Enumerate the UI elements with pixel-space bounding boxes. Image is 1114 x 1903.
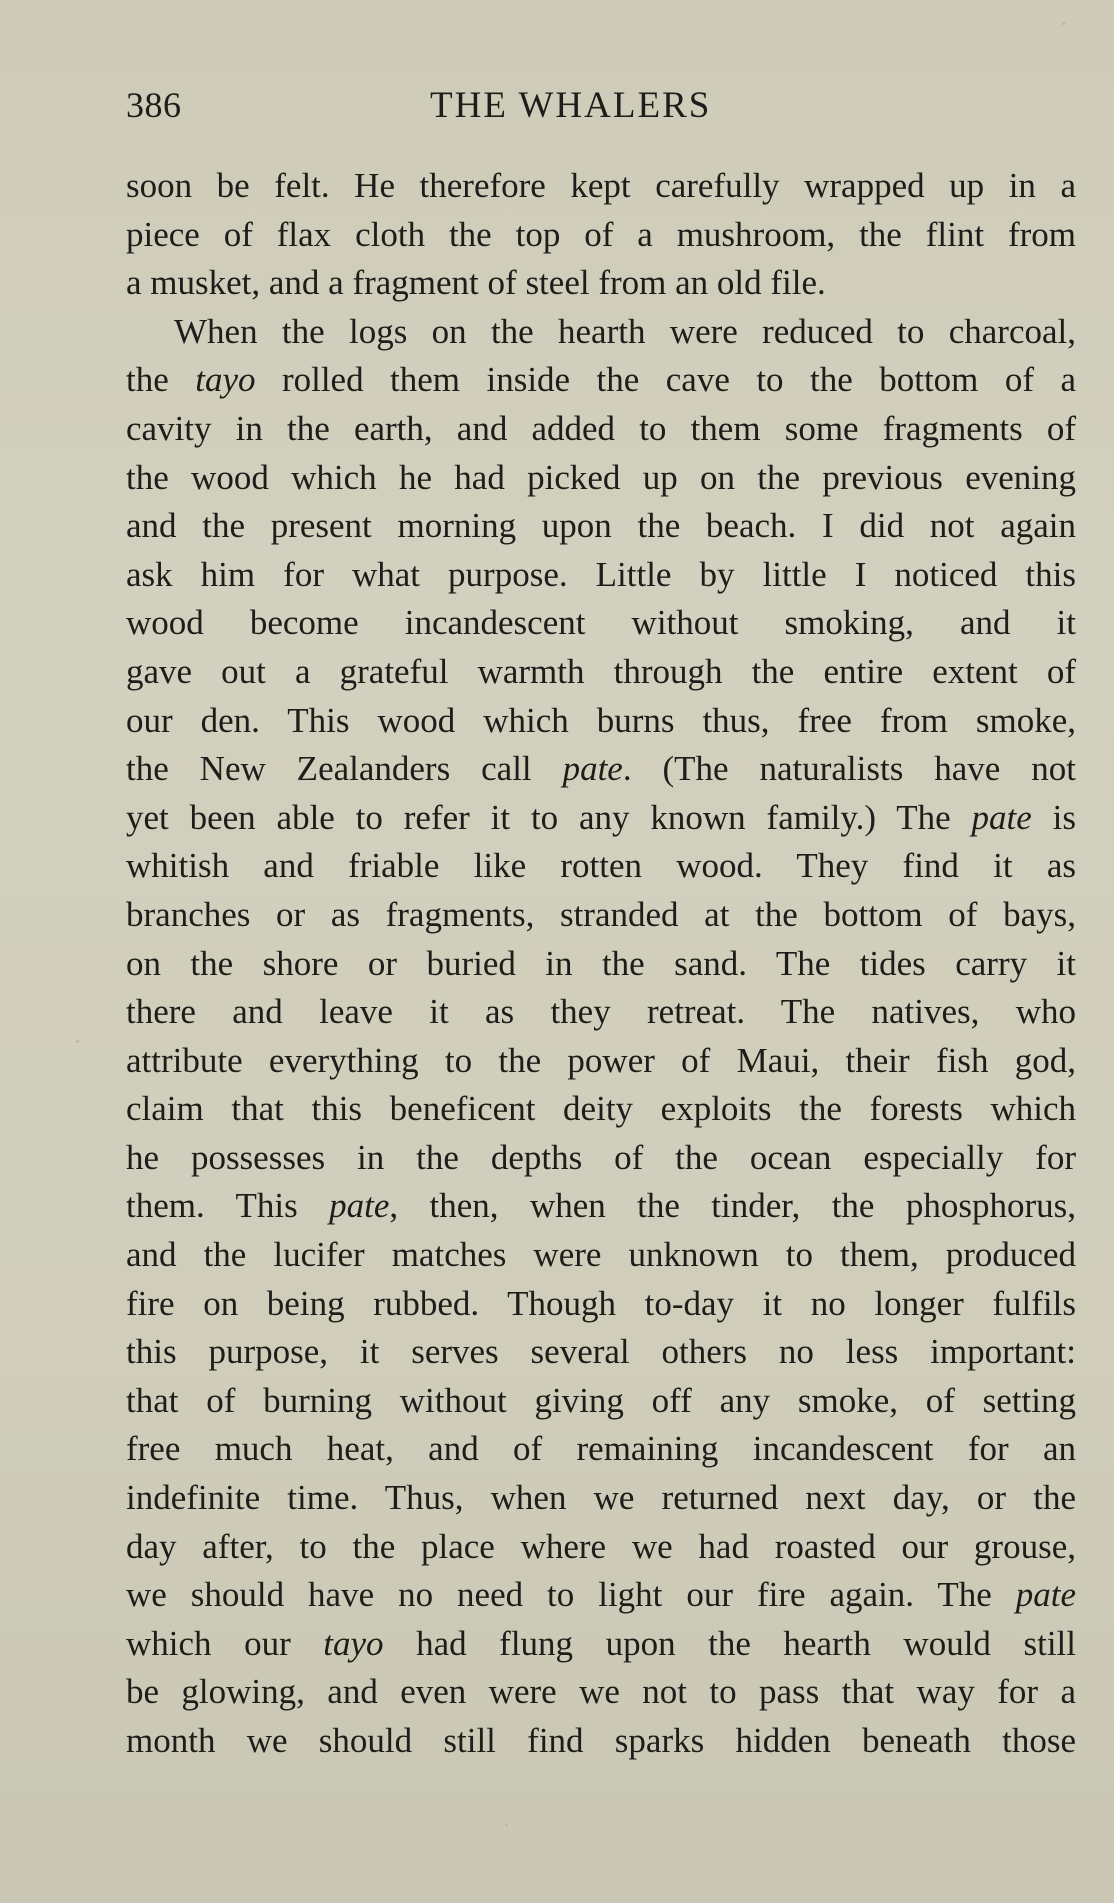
text-line [126, 891, 1076, 940]
italic-word: pate [971, 797, 1032, 837]
text-run: claim that this beneficent deity exploits the forests which [126, 1089, 1076, 1129]
text-run: had flung upon the hearth would still [383, 1623, 1076, 1663]
text-run: be glowing, and even were we not to pass that way for a [126, 1672, 1076, 1712]
text-run: fire on being rubbed. Though to-day it no longer fulfils [126, 1283, 1076, 1323]
text-run: yet been able to refer it to any known family.) The [126, 797, 972, 837]
text-run: a musket, and a fragment of steel from an old file. [126, 263, 826, 303]
text-line [126, 1474, 1076, 1523]
text-run: on the shore or buried in the sand. The tides carry it [126, 943, 1076, 983]
text-line [126, 211, 1076, 260]
text-line [126, 1280, 1076, 1329]
text-line [126, 405, 1076, 454]
text-line [126, 842, 1076, 891]
text-line [126, 551, 1076, 600]
text-line [126, 648, 1076, 697]
text-run: the New Zealanders call [126, 749, 563, 789]
text-run: we should have no need to light our fire again. The [126, 1575, 1016, 1615]
text-line [126, 1571, 1076, 1620]
text-run: ask him for what purpose. Little by little I noticed this [126, 554, 1076, 594]
italic-word: pate [562, 749, 623, 789]
text-run: there and leave it as they retreat. The natives, who [126, 992, 1076, 1032]
text-run: the wood which he had picked up on the previous evening [126, 457, 1076, 497]
text-run: which our [126, 1623, 324, 1663]
text-line [126, 1328, 1076, 1377]
text-run: branches or as fragments, stranded at the bottom of bays, [126, 894, 1076, 934]
text-line [126, 356, 1076, 405]
text-run: attribute everything to the power of Maui, their fish god, [126, 1040, 1076, 1080]
text-run: whitish and friable like rotten wood. They find it as [126, 846, 1076, 886]
text-run: this purpose, it serves several others no less important: [126, 1332, 1076, 1372]
text-line [126, 1134, 1076, 1183]
italic-word: tayo [323, 1623, 384, 1663]
text-run: the [126, 360, 196, 400]
text-line [126, 1231, 1076, 1280]
text-run: indefinite time. Thus, when we returned next day, or the [126, 1478, 1076, 1518]
text-run: and the present morning upon the beach. I did not again [126, 506, 1076, 546]
text-run: wood become incandescent without smoking, and it [126, 603, 1076, 643]
text-run: piece of flax cloth the top of a mushroom, the flint from [126, 214, 1076, 254]
text-line [126, 794, 1076, 843]
text-line [126, 1085, 1076, 1134]
text-run: When the logs on the hearth were reduced to charcoal, [174, 311, 1076, 351]
text-line [126, 1523, 1076, 1572]
text-run: is [1031, 797, 1076, 837]
italic-word: pate [329, 1186, 390, 1226]
text-line [126, 259, 1076, 308]
text-run: rolled them inside the cave to the bottom of a [255, 360, 1076, 400]
text-run: free much heat, and of remaining incandescent for an [126, 1429, 1076, 1469]
text-run: day after, to the place where we had roasted our grouse, [126, 1526, 1076, 1566]
text-line [126, 697, 1076, 746]
text-line [126, 502, 1076, 551]
paper-speck [76, 1040, 79, 1043]
text-run: he possesses in the depths of the ocean especially for [126, 1137, 1076, 1177]
italic-word: pate [1015, 1575, 1076, 1615]
text-line [126, 1425, 1076, 1474]
text-line [126, 745, 1076, 794]
page-number: 386 [126, 85, 182, 125]
text-line [126, 162, 1076, 211]
text-run: and the lucifer matches were unknown to them, produced [126, 1235, 1076, 1275]
text-line [126, 1182, 1076, 1231]
running-title: THE WHALERS [430, 85, 712, 126]
italic-word: tayo [195, 360, 256, 400]
text-line [126, 1037, 1076, 1086]
text-line [126, 1620, 1076, 1669]
text-line [126, 308, 1076, 357]
body-text [126, 162, 1076, 1766]
text-line [126, 940, 1076, 989]
text-line [126, 1717, 1076, 1766]
text-run: month we should still find sparks hidden beneath those [126, 1721, 1076, 1760]
paper-speck [1062, 22, 1065, 25]
text-line [126, 454, 1076, 503]
text-run: our den. This wood which burns thus, free from smoke, [126, 700, 1076, 740]
text-run: that of burning without giving off any smoke, of setting [126, 1380, 1076, 1420]
text-run: them. This [126, 1186, 330, 1226]
text-line [126, 1668, 1076, 1717]
text-run: . (The naturalists have not [622, 749, 1076, 789]
text-line [126, 1377, 1076, 1426]
paper-speck [505, 1824, 508, 1826]
running-head [126, 84, 1076, 134]
text-run: , then, when the tinder, the phosphorus, [389, 1186, 1076, 1226]
text-run: soon be felt. He therefore kept carefully wrapped up in a [126, 166, 1076, 205]
text-line [126, 599, 1076, 648]
text-run: cavity in the earth, and added to them some fragments of [126, 408, 1076, 448]
text-run: gave out a grateful warmth through the entire extent of [126, 651, 1076, 691]
text-line [126, 988, 1076, 1037]
